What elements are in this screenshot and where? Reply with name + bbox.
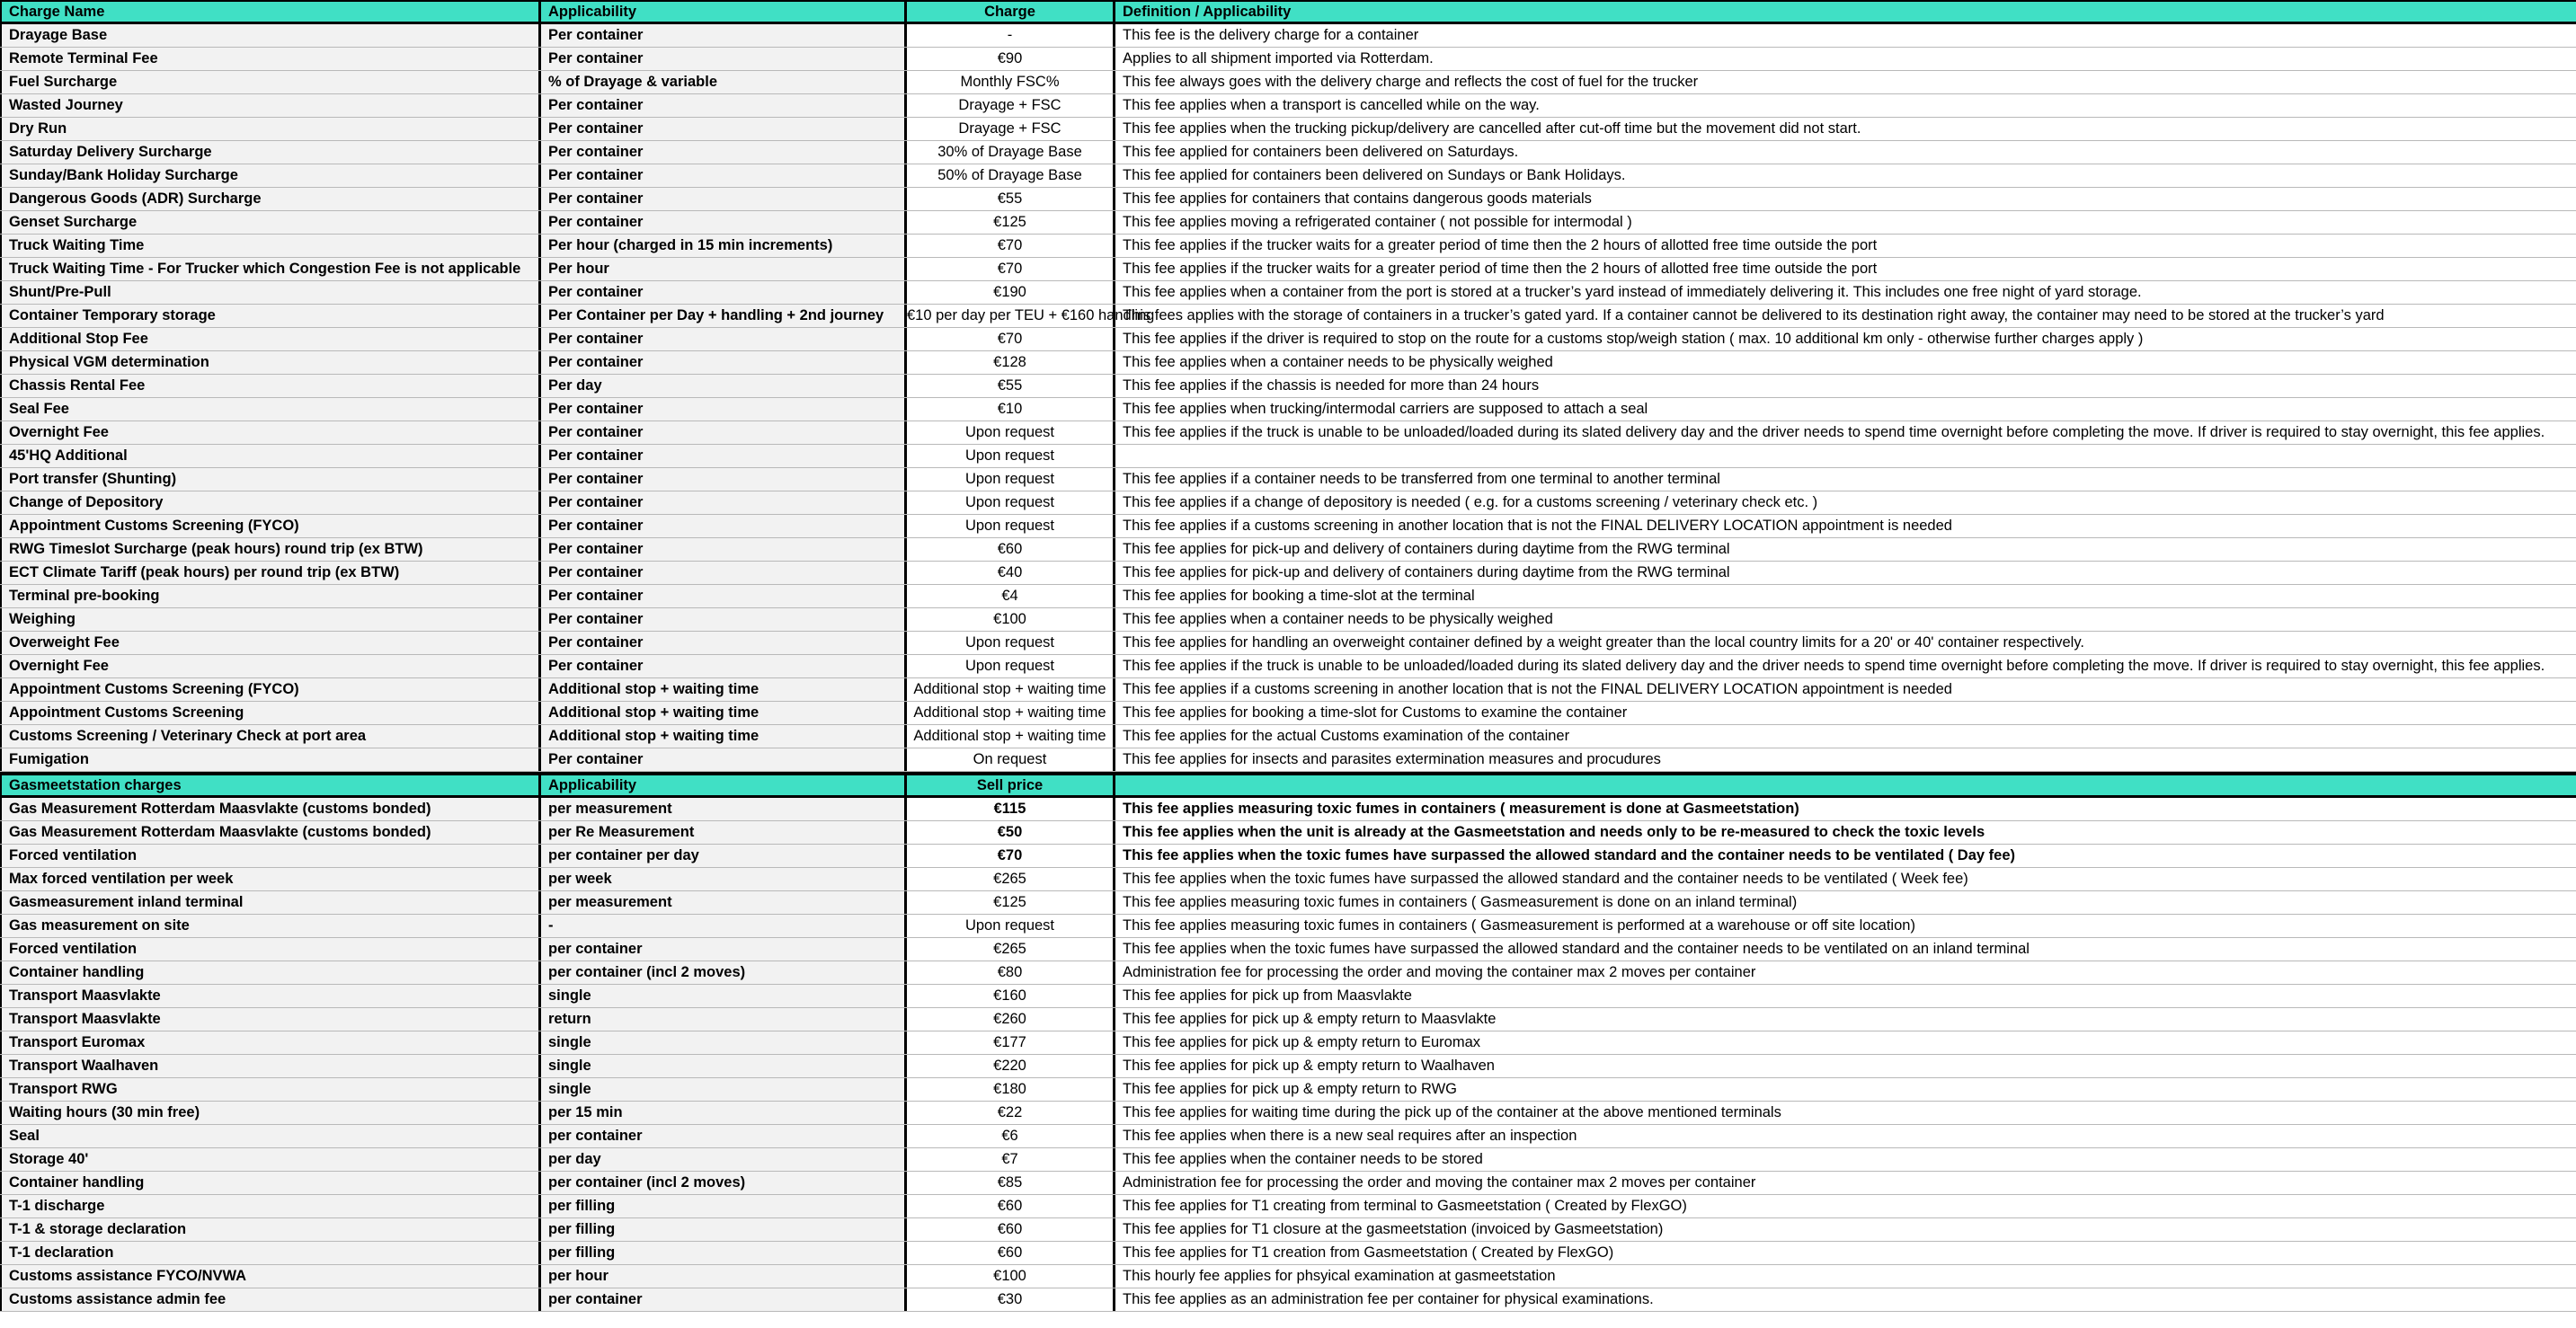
definition-cell[interactable]: Applies to all shipment imported via Rotterdam. [1123, 50, 1434, 66]
definition-cell[interactable]: This fee applies measuring toxic fumes in containers ( Gasmeasurement is done on an inland terminal) [1123, 894, 1798, 910]
charge-cell[interactable]: Upon request [907, 655, 1115, 677]
table-row [0, 515, 2576, 538]
charge-name-cell[interactable]: Max forced ventilation per week [0, 868, 541, 890]
definition-cell[interactable]: Administration fee for processing the order and moving the container max 2 moves per container [1123, 1174, 1756, 1191]
applicability-cell[interactable]: return [541, 1008, 907, 1031]
table-row [0, 915, 2576, 938]
header-applicability[interactable]: Applicability [541, 775, 907, 795]
charge-cell[interactable]: €70 [907, 235, 1115, 257]
table-row [0, 1008, 2576, 1031]
charge-cell[interactable]: €190 [907, 281, 1115, 304]
applicability-cell[interactable]: Per container [541, 141, 907, 164]
applicability-cell[interactable]: single [541, 1055, 907, 1077]
charge-cell[interactable]: €100 [907, 1265, 1115, 1288]
charge-name-cell[interactable]: Fuel Surcharge [0, 71, 541, 93]
table-row [0, 188, 2576, 211]
applicability-cell[interactable]: Per container [541, 421, 907, 444]
table-row [0, 678, 2576, 702]
definition-cell[interactable]: This fee applied for containers been delivered on Sundays or Bank Holidays. [1123, 167, 1626, 183]
applicability-cell[interactable]: Per container [541, 164, 907, 187]
charge-cell[interactable]: €100 [907, 608, 1115, 631]
charge-cell[interactable]: 30% of Drayage Base [907, 141, 1115, 164]
applicability-cell[interactable]: Per container [541, 538, 907, 561]
charge-name-cell[interactable]: Transport Waalhaven [0, 1055, 541, 1077]
charge-name-cell[interactable]: Chassis Rental Fee [0, 375, 541, 397]
applicability-cell[interactable]: single [541, 1031, 907, 1054]
charge-name-cell[interactable]: Appointment Customs Screening [0, 702, 541, 724]
charge-name-cell[interactable]: Overnight Fee [0, 655, 541, 677]
definition-cell[interactable]: This fee applies when a container needs to be physically weighed [1123, 354, 1553, 370]
charge-name-cell[interactable]: Waiting hours (30 min free) [0, 1102, 541, 1124]
charge-name-cell[interactable]: Seal [0, 1125, 541, 1147]
definition-cell[interactable]: This fee applies if a customs screening in another location that is not the FINAL DELIVERY LOCATION appointment is needed [1123, 681, 1952, 697]
charge-cell[interactable]: €60 [907, 1242, 1115, 1264]
charge-cell[interactable]: Upon request [907, 491, 1115, 514]
definition-cell[interactable]: This fee applies if the truck is unable to be unloaded/loaded during its slated delivery day and the driver needs to spend time overnight before completing the move. If driver is required to stay overnight, this fee applies. [1123, 658, 2545, 674]
table-row [0, 445, 2576, 468]
applicability-cell[interactable]: per container [541, 938, 907, 961]
applicability-cell[interactable]: Additional stop + waiting time [541, 702, 907, 724]
definition-cell[interactable]: This fee applies for pick up & empty return to Euromax [1123, 1034, 1481, 1050]
charge-name-cell[interactable]: Appointment Customs Screening (FYCO) [0, 678, 541, 701]
table-row [0, 1218, 2576, 1242]
definition-cell[interactable]: This fee applies if a container needs to be transferred from one terminal to another terminal [1123, 471, 1720, 487]
applicability-cell[interactable]: per container per day [541, 845, 907, 867]
definition-cell[interactable]: This fee applies for pick up & empty return to RWG [1123, 1081, 1458, 1097]
table-row [0, 702, 2576, 725]
charge-cell[interactable]: Upon request [907, 445, 1115, 467]
table2-header [0, 772, 2576, 798]
charge-cell[interactable]: €85 [907, 1172, 1115, 1194]
table-row [0, 305, 2576, 328]
charge-name-cell[interactable]: Genset Surcharge [0, 211, 541, 234]
charge-name-cell[interactable]: Transport Maasvlakte [0, 1008, 541, 1031]
definition-cell[interactable]: This fee is the delivery charge for a container [1123, 27, 1419, 43]
table-row [0, 562, 2576, 585]
table-row [0, 868, 2576, 891]
table-row [0, 1031, 2576, 1055]
charge-cell[interactable]: 50% of Drayage Base [907, 164, 1115, 187]
applicability-cell[interactable]: Additional stop + waiting time [541, 678, 907, 701]
table-row [0, 1102, 2576, 1125]
applicability-cell[interactable]: Per container [541, 445, 907, 467]
charge-name-cell[interactable]: 45'HQ Additional [0, 445, 541, 467]
charge-cell[interactable]: Drayage + FSC [907, 94, 1115, 117]
charge-cell[interactable]: €220 [907, 1055, 1115, 1077]
charge-name-cell[interactable]: Fumigation [0, 748, 541, 771]
charge-cell[interactable]: €10 per day per TEU + €160 handling [907, 305, 1115, 327]
header-definition[interactable]: Definition / Applicability [1115, 2, 2576, 22]
table-row [0, 938, 2576, 961]
definition-cell[interactable]: This fee applies when the trucking pickup/delivery are cancelled after cut-off time but the movement did not start. [1123, 120, 1861, 137]
table-row [0, 48, 2576, 71]
table-row [0, 24, 2576, 48]
applicability-cell[interactable]: per filling [541, 1242, 907, 1264]
table-row [0, 491, 2576, 515]
applicability-cell[interactable]: per week [541, 868, 907, 890]
applicability-cell[interactable]: - [541, 915, 907, 937]
definition-cell[interactable]: This fee applies if the trucker waits for a greater period of time then the 2 hours of allotted free time outside the port [1123, 237, 1878, 253]
charge-cell[interactable]: €40 [907, 562, 1115, 584]
table2-body [0, 798, 2576, 1312]
applicability-cell[interactable]: single [541, 1078, 907, 1101]
table-row [0, 725, 2576, 748]
table-row [0, 1265, 2576, 1288]
charge-cell[interactable]: Upon request [907, 421, 1115, 444]
definition-cell[interactable]: This fee applies when the toxic fumes have surpassed the allowed standard and the container needs to be ventilated ( Day fee) [1123, 847, 2016, 863]
charge-cell[interactable]: - [907, 24, 1115, 47]
definition-cell[interactable]: This fee applies when there is a new seal requires after an inspection [1123, 1128, 1577, 1144]
charge-cell[interactable]: €125 [907, 211, 1115, 234]
charge-cell[interactable]: €265 [907, 938, 1115, 961]
header-gasmeetstation-charges[interactable]: Gasmeetstation charges [0, 775, 541, 795]
table-row [0, 141, 2576, 164]
charge-cell[interactable]: €265 [907, 868, 1115, 890]
charge-cell[interactable]: €177 [907, 1031, 1115, 1054]
definition-cell[interactable]: This fee applies measuring toxic fumes in containers ( Gasmeasurement is performed at a warehouse or off site location) [1123, 917, 1915, 934]
applicability-cell[interactable]: Per container [541, 351, 907, 374]
applicability-cell[interactable]: single [541, 985, 907, 1007]
definition-cell[interactable]: This fee applies for waiting time during the pick up of the container at the above mentioned terminals [1123, 1104, 1781, 1120]
applicability-cell[interactable]: Per Container per Day + handling + 2nd journey [541, 305, 907, 327]
table-row [0, 235, 2576, 258]
charge-cell[interactable]: €50 [907, 821, 1115, 844]
charge-name-cell[interactable]: Change of Depository [0, 491, 541, 514]
definition-cell[interactable]: This fee applies if the driver is required to stop on the route for a customs stop/weigh station ( max. 10 additional km only - otherwise further charges apply ) [1123, 331, 2144, 347]
charge-name-cell[interactable]: Seal Fee [0, 398, 541, 421]
charge-name-cell[interactable]: Transport Maasvlakte [0, 985, 541, 1007]
charge-name-cell[interactable]: Gasmeasurement inland terminal [0, 891, 541, 914]
charge-name-cell[interactable]: Port transfer (Shunting) [0, 468, 541, 491]
applicability-cell[interactable]: Per container [541, 468, 907, 491]
applicability-cell[interactable]: Per container [541, 655, 907, 677]
charge-cell[interactable]: €60 [907, 1195, 1115, 1217]
applicability-cell[interactable]: Per container [541, 211, 907, 234]
header-sell-price[interactable]: Sell price [907, 775, 1115, 795]
charge-cell[interactable]: €70 [907, 328, 1115, 350]
applicability-cell[interactable]: Per container [541, 328, 907, 350]
definition-cell[interactable]: This fee applies for pick up from Maasvlakte [1123, 987, 1412, 1004]
table-row [0, 1242, 2576, 1265]
charge-name-cell[interactable]: Overnight Fee [0, 421, 541, 444]
definition-cell[interactable]: Administration fee for processing the order and moving the container max 2 moves per container [1123, 964, 1756, 980]
charge-name-cell[interactable]: Additional Stop Fee [0, 328, 541, 350]
definition-cell[interactable]: This fee applies for T1 creating from terminal to Gasmeetstation ( Created by FlexGO) [1123, 1198, 1687, 1214]
definition-cell[interactable]: This fee applies moving a refrigerated container ( not possible for intermodal ) [1123, 214, 1632, 230]
charge-cell[interactable]: €115 [907, 798, 1115, 820]
charge-cell[interactable]: Additional stop + waiting time [907, 702, 1115, 724]
charge-name-cell[interactable]: Forced ventilation [0, 938, 541, 961]
charge-cell[interactable]: €55 [907, 375, 1115, 397]
charge-name-cell[interactable]: ECT Climate Tariff (peak hours) per round trip (ex BTW) [0, 562, 541, 584]
charge-cell[interactable]: Upon request [907, 468, 1115, 491]
charge-name-cell[interactable]: Gas Measurement Rotterdam Maasvlakte (customs bonded) [0, 821, 541, 844]
charge-cell[interactable]: €7 [907, 1148, 1115, 1171]
charge-name-cell[interactable]: Customs Screening / Veterinary Check at port area [0, 725, 541, 748]
applicability-cell[interactable]: per filling [541, 1195, 907, 1217]
table1-body [0, 24, 2576, 772]
charge-cell[interactable]: €260 [907, 1008, 1115, 1031]
charge-cell[interactable]: Upon request [907, 915, 1115, 937]
applicability-cell[interactable]: Per container [541, 398, 907, 421]
definition-cell[interactable]: This fees applies with the storage of containers in a trucker’s gated yard. If a container cannot be delivered to its destination right away, the container may need to be stored at the trucker’s yard [1123, 307, 2385, 323]
definition-cell[interactable]: This fee applies for pick-up and delivery of containers during daytime from the RWG terminal [1123, 541, 1730, 557]
applicability-cell[interactable]: Per container [541, 585, 907, 607]
definition-cell[interactable]: This fee applies when a container from the port is stored at a trucker’s yard instead of immediately delivering it. This includes one free night of yard storage. [1123, 284, 2142, 300]
applicability-cell[interactable]: per 15 min [541, 1102, 907, 1124]
charge-name-cell[interactable]: Truck Waiting Time [0, 235, 541, 257]
charge-name-cell[interactable]: Gas measurement on site [0, 915, 541, 937]
table-row [0, 1125, 2576, 1148]
charge-name-cell[interactable]: T-1 discharge [0, 1195, 541, 1217]
table-row [0, 1055, 2576, 1078]
table-row [0, 608, 2576, 632]
definition-cell[interactable]: This fee applies for booking a time-slot for Customs to examine the container [1123, 704, 1628, 721]
applicability-cell[interactable]: per measurement [541, 891, 907, 914]
definition-cell[interactable]: This fee applies when trucking/intermodal carriers are supposed to attach a seal [1123, 401, 1648, 417]
charge-cell[interactable]: €4 [907, 585, 1115, 607]
applicability-cell[interactable]: per hour [541, 1265, 907, 1288]
definition-cell[interactable]: This fee applies for T1 creation from Gasmeetstation ( Created by FlexGO) [1123, 1244, 1614, 1261]
definition-cell[interactable]: This fee applied for containers been delivered on Saturdays. [1123, 144, 1519, 160]
header-charge-name[interactable]: Charge Name [0, 2, 541, 22]
table-row [0, 748, 2576, 772]
applicability-cell[interactable]: Per container [541, 608, 907, 631]
table-row [0, 398, 2576, 421]
definition-cell[interactable]: This fee applies when the toxic fumes have surpassed the allowed standard and the container needs to be ventilated on an inland terminal [1123, 941, 2030, 957]
charge-name-cell[interactable]: Customs assistance FYCO/NVWA [0, 1265, 541, 1288]
definition-cell[interactable] [1115, 445, 2576, 467]
charge-name-cell[interactable]: Appointment Customs Screening (FYCO) [0, 515, 541, 537]
charge-name-cell[interactable]: T-1 & storage declaration [0, 1218, 541, 1241]
definition-cell[interactable]: This fee applies if the trucker waits for a greater period of time then the 2 hours of allotted free time outside the port [1123, 261, 1878, 277]
charge-cell[interactable]: Upon request [907, 632, 1115, 654]
charge-cell[interactable]: €90 [907, 48, 1115, 70]
charge-cell[interactable]: Additional stop + waiting time [907, 678, 1115, 701]
applicability-cell[interactable]: per Re Measurement [541, 821, 907, 844]
table-row [0, 468, 2576, 491]
table-row [0, 655, 2576, 678]
charge-name-cell[interactable]: Sunday/Bank Holiday Surcharge [0, 164, 541, 187]
definition-cell[interactable]: This fee applies for the actual Customs examination of the container [1123, 728, 1570, 744]
table-row [0, 375, 2576, 398]
table-row [0, 1078, 2576, 1102]
definition-cell[interactable]: This fee applies measuring toxic fumes in containers ( measurement is done at Gasmeetstation) [1123, 801, 1799, 817]
charge-name-cell[interactable]: Physical VGM determination [0, 351, 541, 374]
charge-name-cell[interactable]: Drayage Base [0, 24, 541, 47]
applicability-cell[interactable]: Per container [541, 748, 907, 771]
charge-name-cell[interactable]: Container Temporary storage [0, 305, 541, 327]
header-definition[interactable] [1115, 775, 2576, 795]
definition-cell[interactable]: This fee applies when the unit is already at the Gasmeetstation and needs only to be re-measured to check the toxic levels [1123, 824, 1985, 840]
charge-name-cell[interactable]: Truck Waiting Time - For Trucker which Congestion Fee is not applicable [0, 258, 541, 280]
definition-cell[interactable]: This fee applies for insects and parasites extermination measures and procudures [1123, 751, 1661, 767]
charge-name-cell[interactable]: Customs assistance admin fee [0, 1288, 541, 1311]
applicability-cell[interactable]: Per container [541, 188, 907, 210]
table-row [0, 585, 2576, 608]
applicability-cell[interactable]: Per container [541, 94, 907, 117]
definition-cell[interactable]: This fee applies when a container needs to be physically weighed [1123, 611, 1553, 627]
applicability-cell[interactable]: Per container [541, 48, 907, 70]
charge-cell[interactable]: €180 [907, 1078, 1115, 1101]
definition-cell[interactable]: This hourly fee applies for phsyical examination at gasmeetstation [1123, 1268, 1556, 1284]
table-row [0, 351, 2576, 375]
applicability-cell[interactable]: Per hour (charged in 15 min increments) [541, 235, 907, 257]
applicability-cell[interactable]: per container (incl 2 moves) [541, 1172, 907, 1194]
definition-cell[interactable]: This fee applies if the truck is unable to be unloaded/loaded during its slated delivery day and the driver needs to spend time overnight before completing the move. If driver is required to stay overnight, this fee applies. [1123, 424, 2545, 440]
charge-cell[interactable]: €70 [907, 258, 1115, 280]
table-row [0, 1288, 2576, 1312]
table-row [0, 632, 2576, 655]
table-row [0, 845, 2576, 868]
charge-cell[interactable]: Drayage + FSC [907, 118, 1115, 140]
charge-name-cell[interactable]: Remote Terminal Fee [0, 48, 541, 70]
table-row [0, 281, 2576, 305]
table-row [0, 961, 2576, 985]
table1-header [0, 0, 2576, 24]
table-row [0, 1195, 2576, 1218]
definition-cell[interactable]: This fee applies as an administration fee per container for physical examinations. [1123, 1291, 1654, 1307]
header-charge[interactable]: Charge [907, 2, 1115, 22]
applicability-cell[interactable]: Per container [541, 281, 907, 304]
applicability-cell[interactable]: per container (incl 2 moves) [541, 961, 907, 984]
charge-cell[interactable]: €160 [907, 985, 1115, 1007]
definition-cell[interactable]: This fee applies if a change of depository is needed ( e.g. for a customs screening / veterinary check etc. ) [1123, 494, 1818, 510]
definition-cell[interactable]: This fee applies for containers that contains dangerous goods materials [1123, 190, 1592, 207]
header-applicability[interactable]: Applicability [541, 2, 907, 22]
table-row [0, 985, 2576, 1008]
charge-cell[interactable]: Monthly FSC% [907, 71, 1115, 93]
definition-cell[interactable]: This fee applies for pick-up and delivery of containers during daytime from the RWG terminal [1123, 564, 1730, 580]
charge-name-cell[interactable]: Transport RWG [0, 1078, 541, 1101]
applicability-cell[interactable]: Per container [541, 491, 907, 514]
definition-cell[interactable]: This fee applies for handling an overweight container defined by a weight greater than the local country limits for a 20' or 40' container respectively. [1123, 634, 2084, 651]
definition-cell[interactable]: This fee applies for pick up & empty return to Waalhaven [1123, 1058, 1495, 1074]
charge-name-cell[interactable]: Shunt/Pre-Pull [0, 281, 541, 304]
applicability-cell[interactable]: Per container [541, 118, 907, 140]
definition-cell[interactable]: This fee applies for booking a time-slot at the terminal [1123, 588, 1475, 604]
charge-name-cell[interactable]: Wasted Journey [0, 94, 541, 117]
table-row [0, 258, 2576, 281]
table-row [0, 118, 2576, 141]
charge-name-cell[interactable]: Weighing [0, 608, 541, 631]
charge-cell[interactable]: €125 [907, 891, 1115, 914]
table-row [0, 71, 2576, 94]
charge-name-cell[interactable]: Overweight Fee [0, 632, 541, 654]
charge-cell[interactable]: €55 [907, 188, 1115, 210]
applicability-cell[interactable]: Additional stop + waiting time [541, 725, 907, 748]
applicability-cell[interactable]: per day [541, 1148, 907, 1171]
charge-name-cell[interactable]: Container handling [0, 1172, 541, 1194]
charge-cell[interactable]: €128 [907, 351, 1115, 374]
charge-cell[interactable]: €70 [907, 845, 1115, 867]
charge-cell[interactable]: €10 [907, 398, 1115, 421]
table-row [0, 538, 2576, 562]
table-row [0, 1172, 2576, 1195]
applicability-cell[interactable]: Per hour [541, 258, 907, 280]
applicability-cell[interactable]: per container [541, 1288, 907, 1311]
table-row [0, 421, 2576, 445]
table-row [0, 211, 2576, 235]
charge-cell[interactable]: €60 [907, 1218, 1115, 1241]
charge-cell[interactable]: Upon request [907, 515, 1115, 537]
charge-cell[interactable]: €22 [907, 1102, 1115, 1124]
charge-name-cell[interactable]: Transport Euromax [0, 1031, 541, 1054]
charge-name-cell[interactable]: Forced ventilation [0, 845, 541, 867]
table-row [0, 798, 2576, 821]
applicability-cell[interactable]: Per container [541, 632, 907, 654]
applicability-cell[interactable]: per measurement [541, 798, 907, 820]
charge-name-cell[interactable]: Container handling [0, 961, 541, 984]
applicability-cell[interactable]: % of Drayage & variable [541, 71, 907, 93]
table-row [0, 1148, 2576, 1172]
definition-cell[interactable]: This fee applies if the chassis is needed for more than 24 hours [1123, 377, 1540, 394]
applicability-cell[interactable]: Per container [541, 562, 907, 584]
charge-name-cell[interactable]: RWG Timeslot Surcharge (peak hours) round trip (ex BTW) [0, 538, 541, 561]
charge-cell[interactable]: €80 [907, 961, 1115, 984]
charge-name-cell[interactable]: Saturday Delivery Surcharge [0, 141, 541, 164]
definition-cell[interactable]: This fee applies when the toxic fumes have surpassed the allowed standard and the container needs to be ventilated ( Week fee) [1123, 871, 1968, 887]
definition-cell[interactable]: This fee applies for pick up & empty return to Maasvlakte [1123, 1011, 1497, 1027]
charge-cell[interactable]: On request [907, 748, 1115, 771]
table-row [0, 891, 2576, 915]
charge-cell[interactable]: Additional stop + waiting time [907, 725, 1115, 748]
charge-cell[interactable]: €30 [907, 1288, 1115, 1311]
table-row [0, 821, 2576, 845]
applicability-cell[interactable]: Per day [541, 375, 907, 397]
definition-cell[interactable]: This fee applies if a customs screening in another location that is not the FINAL DELIVERY LOCATION appointment is needed [1123, 518, 1952, 534]
charge-name-cell[interactable]: T-1 declaration [0, 1242, 541, 1264]
charge-cell[interactable]: €60 [907, 538, 1115, 561]
table-row [0, 94, 2576, 118]
definition-cell[interactable]: This fee applies for T1 closure at the gasmeetstation (invoiced by Gasmeetstation) [1123, 1221, 1664, 1237]
charge-name-cell[interactable]: Terminal pre-booking [0, 585, 541, 607]
applicability-cell[interactable]: per filling [541, 1218, 907, 1241]
table-row [0, 328, 2576, 351]
charge-name-cell[interactable]: Dry Run [0, 118, 541, 140]
applicability-cell[interactable]: Per container [541, 515, 907, 537]
charge-name-cell[interactable]: Gas Measurement Rotterdam Maasvlakte (customs bonded) [0, 798, 541, 820]
charge-cell[interactable]: €6 [907, 1125, 1115, 1147]
definition-cell[interactable]: This fee always goes with the delivery charge and reflects the cost of fuel for the trucker [1123, 74, 1699, 90]
applicability-cell[interactable]: per container [541, 1125, 907, 1147]
definition-cell[interactable]: This fee applies when a transport is cancelled while on the way. [1123, 97, 1540, 113]
definition-cell[interactable]: This fee applies when the container needs to be stored [1123, 1151, 1483, 1167]
charge-name-cell[interactable]: Storage 40' [0, 1148, 541, 1171]
applicability-cell[interactable]: Per container [541, 24, 907, 47]
charge-name-cell[interactable]: Dangerous Goods (ADR) Surcharge [0, 188, 541, 210]
table-row [0, 164, 2576, 188]
